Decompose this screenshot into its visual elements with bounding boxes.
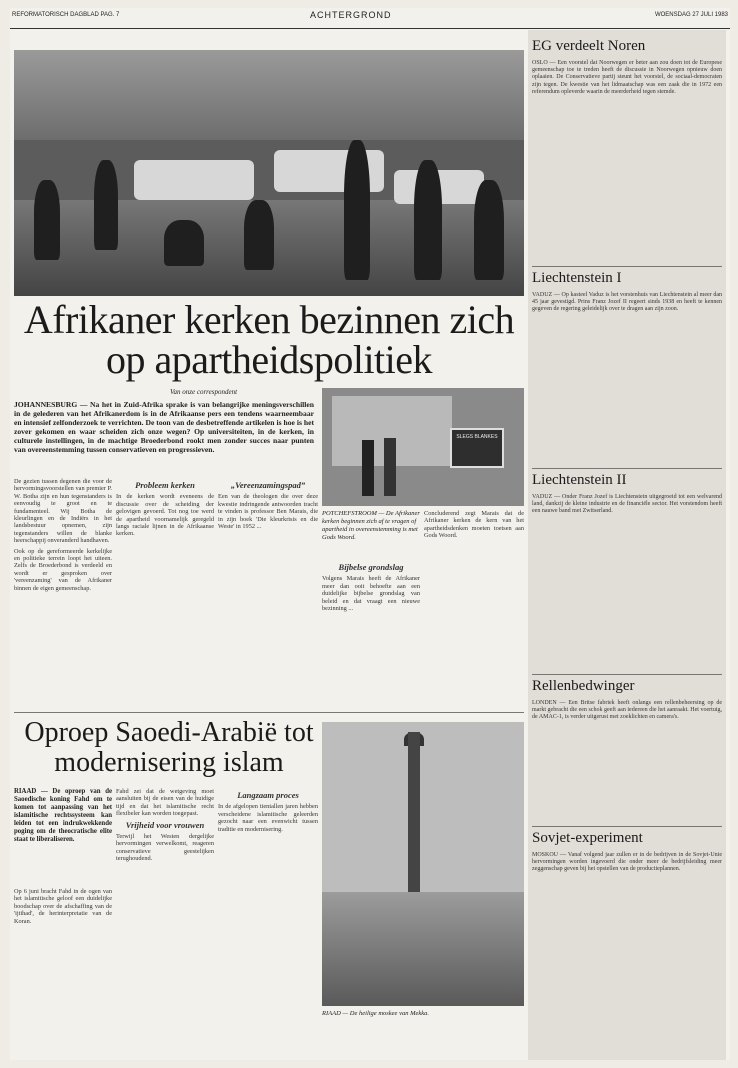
article2-intro: RIAAD — De oproep van de Saoedische koning Fahd om te komen tot aanpassing van het islamitische rechtssysteem kan leiden tot een indrukwekkende poging om de theocratische elite staat te liberaliseren. (14, 788, 112, 843)
article2-body-paragraph: Fahd zei dat de wetgeving moet aansluiten bij de eisen van de huidige tijd en dat het islamitische recht flexibeler kan worden toegepast. (116, 788, 214, 818)
sidebar-section-text: MOSKOU — Vanaf volgend jaar zullen er in de bedrijven in de Sovjet-Unie hervormingen worden ingevoerd die onder meer de bedrijfsleiding meer zeggenschap geven bij het opstellen van de productieplannen. (532, 852, 722, 873)
article1-photo-potchefstroom: SLEGS BLANKES (322, 388, 524, 506)
sidebar-section-title: Liechtenstein II (532, 472, 627, 488)
article1-body-paragraph: De gezien tussen degenen die voor de hervormingsvoorstellen van premier P. W. Botha zijn en hun tegenstanders is eenvoudig te groot en te fundamenteel. Wij Botha de kleurlingen en de Indiërs in het landsbestuur opnemen, zijn tegenstanders willen de blanke heerschappij onveranderd handhaven. (14, 478, 112, 545)
article2-headline: Oproep Saoedi-Arabië tot modernisering islam (24, 717, 314, 778)
article2-photo-mosque (322, 722, 524, 1006)
article2-body-paragraph: In de afgelopen tientallen jaren hebben verscheidene islamitische geleerden gezocht naar een evenwicht tussen traditie en modernisering. (218, 803, 318, 833)
sidebar (528, 30, 726, 1060)
article2-subhead: Vrijheid voor vrouwen (125, 819, 205, 830)
sidebar-section-title: Sovjet-experiment (532, 830, 643, 846)
sidebar-section-title: Liechtenstein I (532, 270, 622, 286)
article1-column-5 (424, 510, 524, 540)
article1-photo-caption: POTCHEFSTROOM — De Afrikaner kerken beginnen zich af te vragen of apartheid in overeenstemming is met Gods Woord. (322, 510, 420, 541)
article2-column-2 (116, 788, 214, 863)
sidebar-section-text: LONDEN — Een Britse fabriek heeft onlangs een rellenbeheersing op de markt gebracht die een schok geeft aan iedereen die het aanraakt. Het voertuig, de AMAC-1, is verder uitgerust met zoeklichten en camera's. (532, 700, 722, 721)
article1-subhead: Bijbelse grondslag (338, 562, 404, 572)
article1-column-2 (116, 478, 214, 538)
article2-column-1 (14, 888, 112, 925)
article1-intro: JOHANNESBURG — Na het in Zuid-Afrika sprake is van belangrijke meningsverschillen in de gelederen van het Afrikanerdom is in de Afrikaanse pers een tendens waarneembaar en intensief zelfonderzoek te verrichten. De toon van de desbetreffende artikelen is hoe is het zover gekomen en waar scheiden zich onze wegen? Op universiteiten, in de kerken, in culturele instellingen, in de machtige Broederbond rookt men zonder succes naar punten van overeenstemming tussen conservatieven en progressieven. (14, 400, 314, 454)
article1-byline: Van onze correspondent (170, 388, 238, 396)
article1-photo (14, 50, 524, 296)
masthead-paper-name: REFORMATORISCH DAGBLAD PAG. 7 (12, 12, 120, 18)
article1-column-3 (218, 478, 318, 530)
article1-subhead: „Vereenzamingspad” (230, 480, 306, 490)
sidebar-section-title: Rellenbedwinger (532, 678, 635, 694)
masthead-date: WOENSDAG 27 JULI 1983 (654, 12, 728, 18)
article1-column-1 (14, 478, 112, 592)
sidebar-section-text: VADUZ — Onder Franz Jozef is Liechtenstein uitgegroeid tot een welvarend land, dankzij de kleine industrie en de financiële sector. Het vorstendom heeft een nauwe band met Zwitserland. (532, 494, 722, 515)
masthead (10, 8, 730, 29)
article2-subhead: Langzaam proces (237, 790, 299, 800)
article1-body-paragraph: Volgens Marais heeft de Afrikaner meer dan ooit behoefte aan een duidelijke bijbelse grondslag van beleid en dat vraagt een nieuwe bezinning ... (322, 575, 420, 613)
article1-body-paragraph: Concluderend zegt Marais dat de Afrikaner kerken de kern van het apartheidsdenken moeten toetsen aan Gods Woord. (424, 510, 524, 540)
newspaper-page (10, 8, 730, 1060)
sidebar-section-text: OSLO — Een voorstel dat Noorwegen er beter aan zou doen tot de Europese gemeenschap toe te treden heeft de discussie in Noorwegen opnieuw doen oplaaien. De Conservatieve partij steunt het voorstel, de sociaal-democraten zijn tegen. De kwestie van het lidmaatschap was een zaak die in 1972 een referendum opleverde waarin de meerderheid tegen stemde. (532, 60, 722, 95)
article1-column-4 (322, 560, 420, 612)
article1-subhead: Probleem kerken (135, 480, 195, 490)
sidebar-section-title: EG verdeelt Noren (532, 38, 646, 54)
article2-column-3 (218, 788, 318, 833)
article2-body-paragraph: Op 6 juni bracht Fahd in de ogen van het islamitische geloof een duidelijke boodschap over de afschaffing van de 'ijtihad', de herinterpretatie van de Koran. (14, 888, 112, 925)
article1-headline: Afrikaner kerken bezinnen zich op apartheidspolitiek (23, 297, 515, 382)
article1-body-paragraph: Een van de theologen die over deze kwestie indringende antwoorden tracht te vinden is professor Ben Marais, die in zijn boek 'Die kleurkrisis en die Weste' in 1952 ... (218, 493, 318, 531)
article2-body-paragraph: Terwijl het Westen dergelijke hervormingen verwelkomt, reageren conservatieve geestelijken terughoudend. (116, 833, 214, 863)
article1-body-paragraph: In de kerken wordt eveneens de discussie over de scheiding der gelovigen gevoerd. Tot nog toe werd de apartheid voornamelijk geregeld langs raciale lijnen in de Afrikaanse kerken. (116, 493, 214, 538)
masthead-section: ACHTERGROND (310, 10, 392, 20)
sidebar-section-text: VADUZ — Op kasteel Vaduz is het vorstenhuis van Liechtenstein al meer dan 45 jaar gevestigd. Prins Franz Jozef II regeert sinds 1938 en heeft te kennen gegeven de regering geleidelijk over te dragen aan zijn zoon. (532, 292, 722, 313)
article2-photo-caption: RIAAD — De heilige moskee van Mekka. (322, 1010, 430, 1017)
article1-body-paragraph: Ook op de gereformeerde kerkelijke en politieke terrein loopt het uiteen. Zelfs de Broederbond is verdeeld en wordt er gesproken over 'vereenzaming' van de Afrikaner binnen de eigen gemeenschap. (14, 547, 112, 592)
